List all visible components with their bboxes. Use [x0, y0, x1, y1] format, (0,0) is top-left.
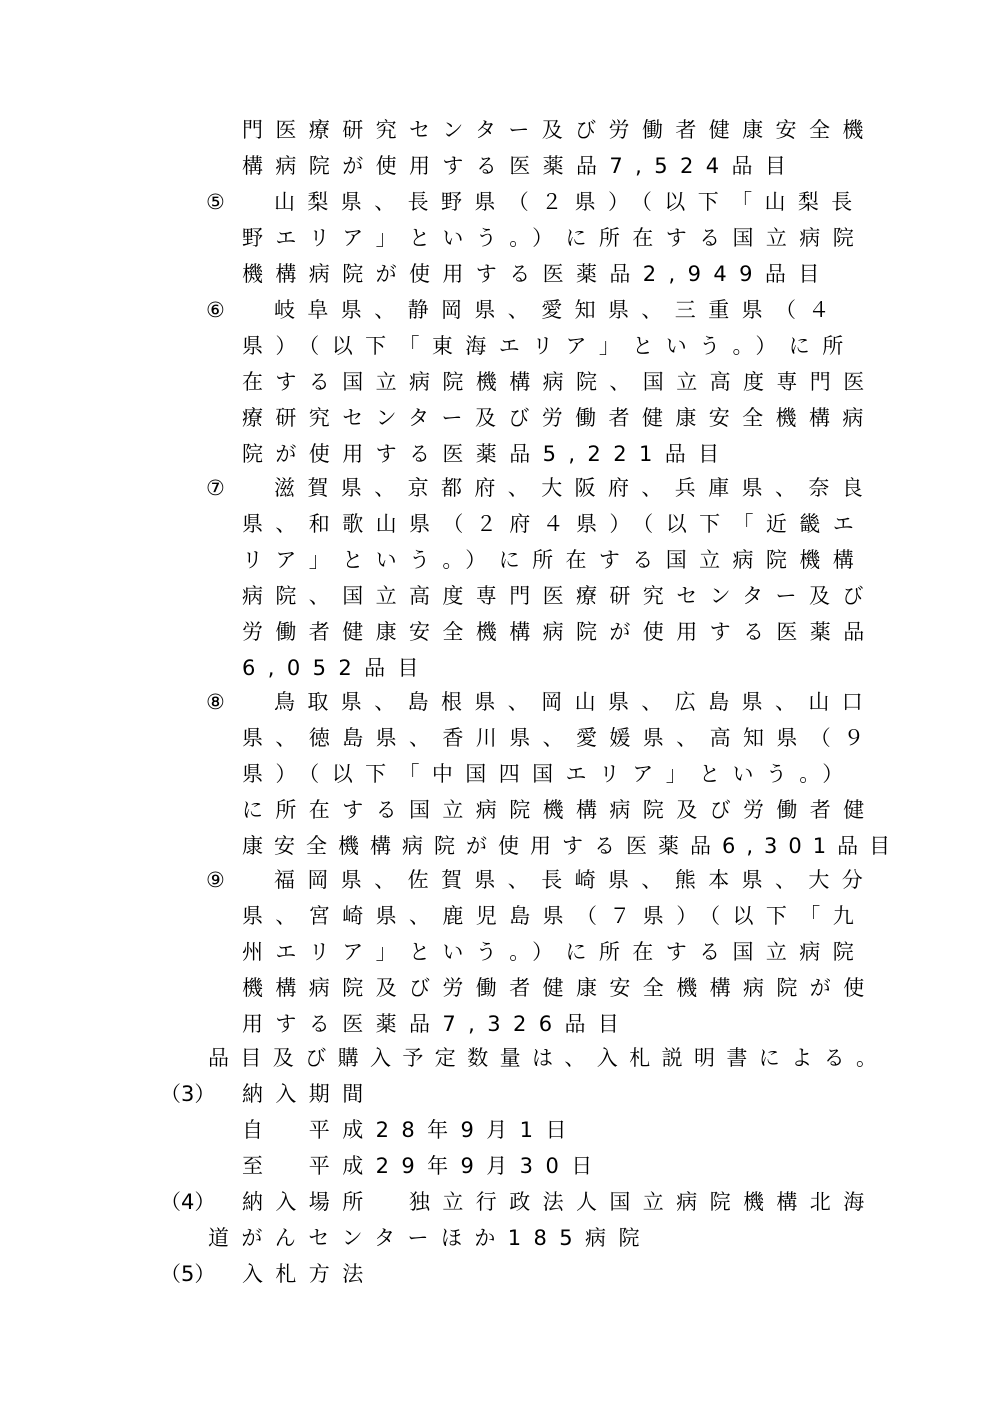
- item-number-7: ⑦: [206, 476, 225, 500]
- text-line: 労働者健康安全機構病院が使用する医薬品: [242, 620, 877, 644]
- item-number-8: ⑧: [206, 690, 225, 714]
- text-line: 用する医薬品7,326品目: [242, 1012, 632, 1036]
- text-line: 州エリア」という。）に所在する国立病院: [242, 940, 867, 964]
- text-line: 至 平成29年9月30日: [242, 1154, 605, 1178]
- text-line: 品目及び購入予定数量は、入札説明書による。: [208, 1046, 889, 1070]
- text-line: 構病院が使用する医薬品7,524品目: [242, 154, 799, 178]
- text-line: 県、宮崎県、鹿児島県（７県）（以下「九: [242, 904, 867, 928]
- section-number-3: （3）: [160, 1082, 216, 1106]
- text-line: 療研究センター及び労働者健康安全機構病: [242, 406, 876, 430]
- text-line: 院が使用する医薬品5,221品目: [242, 442, 732, 466]
- section-heading: 納入場所 独立行政法人国立病院機構北海: [242, 1190, 877, 1214]
- text-line: 在する国立病院機構病院、国立高度専門医: [242, 370, 877, 394]
- text-line: 滋賀県、京都府、大阪府、兵庫県、奈良: [274, 476, 876, 500]
- text-line: 岐阜県、静岡県、愛知県、三重県（４: [274, 298, 842, 322]
- text-line: 県）（以下「中国四国エリア」という。）: [242, 762, 856, 786]
- text-line: 道がんセンターほか185病院: [208, 1226, 652, 1250]
- text-line: 機構病院が使用する医薬品2,949品目: [242, 262, 832, 286]
- section-heading: 納入期間: [242, 1082, 376, 1106]
- text-line: 鳥取県、島根県、岡山県、広島県、山口: [274, 690, 876, 714]
- text-line: 県、徳島県、香川県、愛媛県、高知県（９: [242, 726, 877, 750]
- text-line: 門医療研究センター及び労働者健康安全機: [242, 118, 876, 142]
- text-line: 病院、国立高度専門医療研究センター及び: [242, 584, 876, 608]
- item-number-6: ⑥: [206, 298, 225, 322]
- text-line: リア」という。）に所在する国立病院機構: [242, 548, 867, 572]
- text-line: 機構病院及び労働者健康安全機構病院が使: [242, 976, 877, 1000]
- text-line: 福岡県、佐賀県、長崎県、熊本県、大分: [274, 868, 876, 892]
- item-number-5: ⑤: [206, 190, 225, 214]
- text-line: 山梨県、長野県（２県）（以下「山梨長: [274, 190, 865, 214]
- text-line: 県、和歌山県（２府４県）（以下「近畿エ: [242, 512, 867, 536]
- item-number-9: ⑨: [206, 868, 225, 892]
- section-heading: 入札方法: [242, 1262, 376, 1286]
- text-line: 県）（以下「東海エリア」という。）に所: [242, 334, 856, 358]
- text-line: に所在する国立病院機構病院及び労働者健: [242, 798, 877, 822]
- text-line: 6,052品目: [242, 656, 431, 680]
- text-line: 野エリア」という。）に所在する国立病院: [242, 226, 867, 250]
- text-line: 康安全機構病院が使用する医薬品6,301品目: [242, 834, 902, 858]
- text-line: 自 平成28年9月1日: [242, 1118, 579, 1142]
- section-number-4: （4）: [160, 1190, 216, 1214]
- section-number-5: （5）: [160, 1262, 216, 1286]
